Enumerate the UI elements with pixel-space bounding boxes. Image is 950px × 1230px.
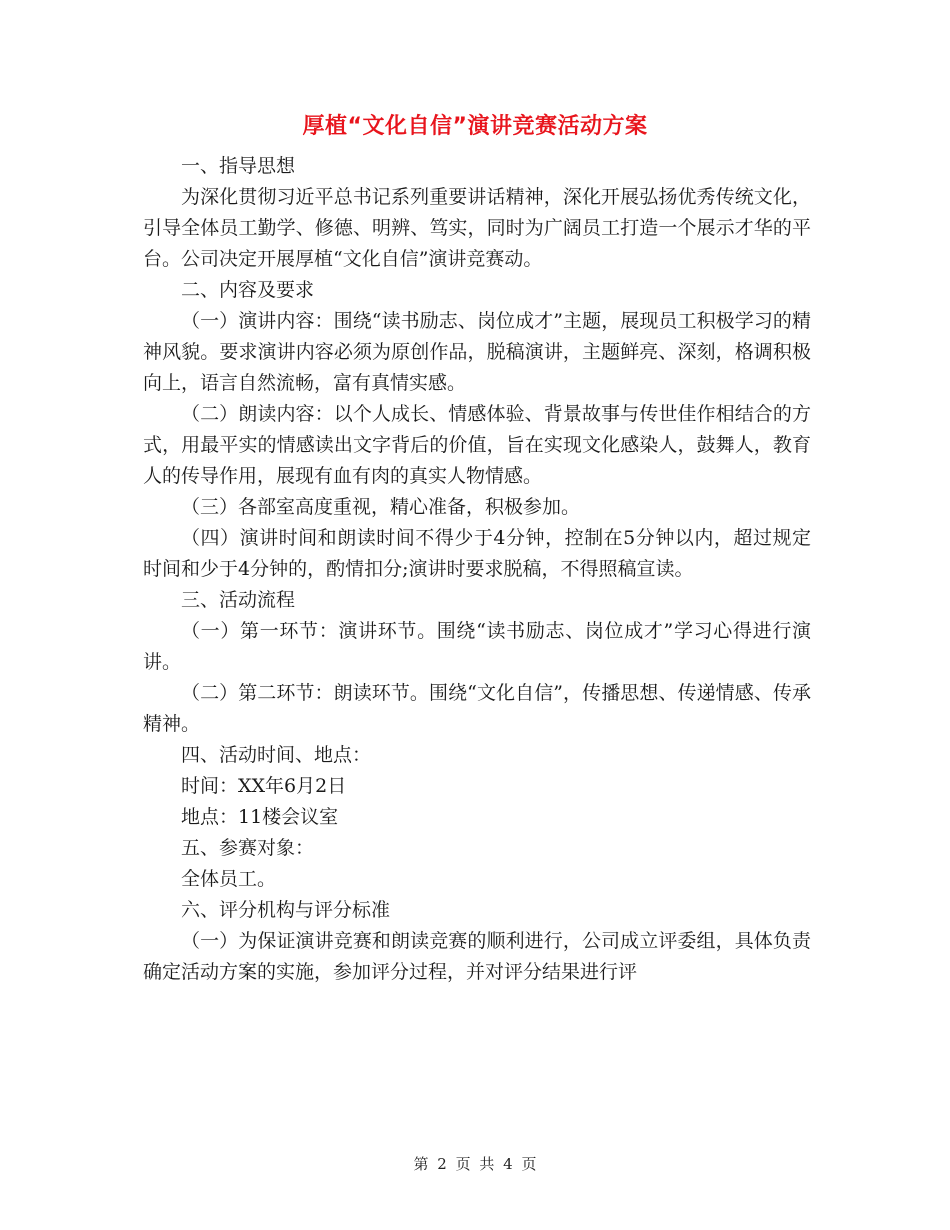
paragraph-speech-content: （一）演讲内容：围绕“读书励志、岗位成才”主题，展现员工积极学习的精神风貌。要求演讲内容必须为原创作品，脱稿演讲，主题鲜亮、深刻，格调积极向上，语言自然流畅，富有真情实感。 xyxy=(143,310,811,394)
page-number-footer: 第 2 页 共 4 页 xyxy=(413,1155,537,1173)
paragraph-time-limit: （四）演讲时间和朗读时间不得少于4分钟，控制在5分钟以内，超过规定时间和少于4分钟的，酌情扣分;演讲时要求脱稿，不得照稿宣读。 xyxy=(143,527,811,580)
heading-guiding-ideology: 一、指导思想 xyxy=(181,155,296,177)
heading-participants: 五、参赛对象： xyxy=(181,837,315,859)
paragraph-guiding-ideology: 为深化贯彻习近平总书记系列重要讲话精神，深化开展弘扬优秀传统文化，引导全体员工勤学、修德、明辨、笃实，同时为广阔员工打造一个展示才华的平台。公司决定开展厚植“文化自信”演讲竞赛动。 xyxy=(143,186,811,270)
paragraph-participants: 全体员工。 xyxy=(181,868,277,890)
paragraph-department-participation: （三）各部室高度重视，精心准备，积极参加。 xyxy=(181,496,581,518)
paragraph-scoring-committee: （一）为保证演讲竞赛和朗读竞赛的顺利进行，公司成立评委组，具体负责确定活动方案的实施，参加评分过程，并对评分结果进行评 xyxy=(143,930,811,983)
paragraph-second-stage: （二）第二环节：朗读环节。围绕“文化自信”，传播思想、传递情感、传承精神。 xyxy=(143,682,811,735)
heading-time-location: 四、活动时间、地点： xyxy=(181,744,372,766)
document-title: 厚植“文化自信”演讲竞赛活动方案 xyxy=(302,114,648,139)
heading-scoring: 六、评分机构与评分标准 xyxy=(181,899,391,921)
heading-content-requirements: 二、内容及要求 xyxy=(181,279,315,301)
document-body xyxy=(143,151,811,988)
heading-activity-process: 三、活动流程 xyxy=(181,589,296,611)
paragraph-first-stage: （一）第一环节：演讲环节。围绕“读书励志、岗位成才”学习心得进行演讲。 xyxy=(143,620,811,673)
paragraph-reading-content: （二）朗读内容：以个人成长、情感体验、背景故事与传世佳作相结合的方式，用最平实的情感读出文字背后的价值，旨在实现文化感染人，鼓舞人，教育人的传导作用，展现有血有肉的真实人物情感。 xyxy=(143,403,811,487)
paragraph-time: 时间：XX年6月2日 xyxy=(181,775,347,797)
paragraph-location: 地点：11楼会议室 xyxy=(181,806,339,828)
